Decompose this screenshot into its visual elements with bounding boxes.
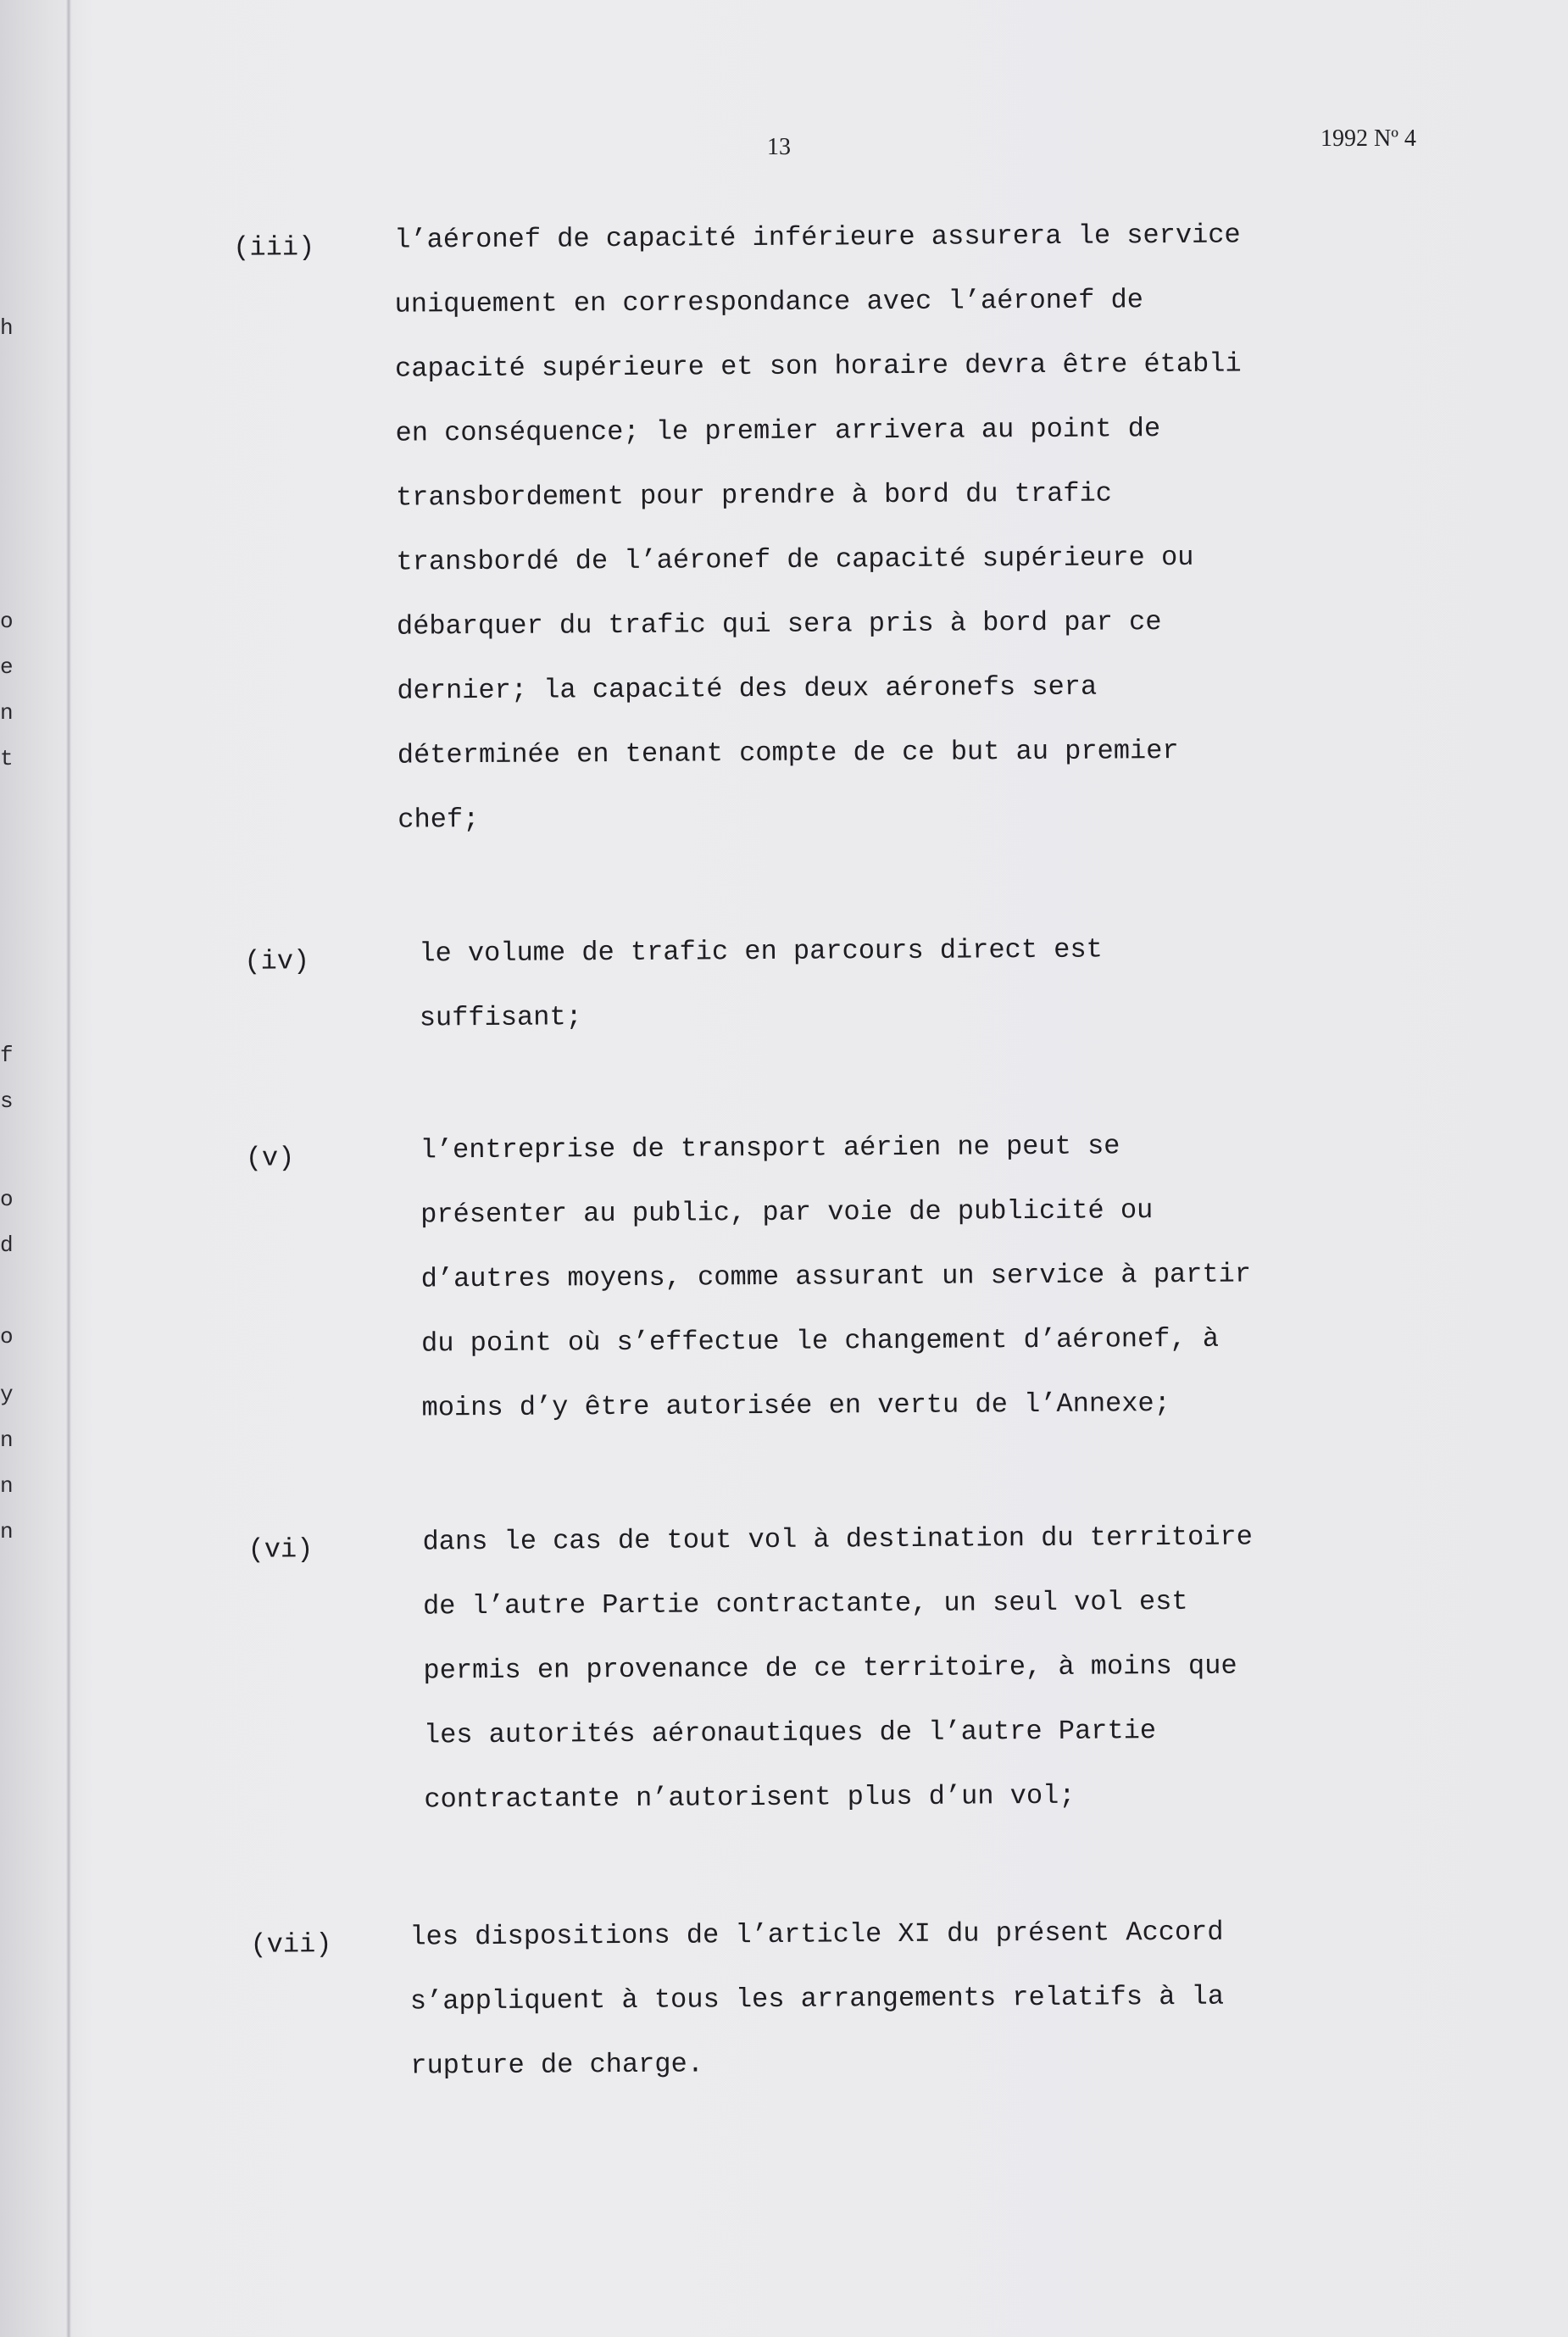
- item-line: dans le cas de tout vol à destination du territoire: [422, 1521, 1254, 1558]
- item-line: suffisant;: [419, 1001, 582, 1034]
- margin-fragment: o: [0, 1324, 14, 1349]
- item-line: l’entreprise de transport aérien ne peut se: [420, 1130, 1120, 1166]
- item-label: (vii): [250, 1928, 332, 1961]
- item-line: déterminée en tenant compte de ce but au premier: [397, 734, 1179, 771]
- item-line: transbordement pour prendre à bord du trafic: [395, 477, 1113, 514]
- item-line: les autorités aéronautiques de l’autre Partie: [423, 1715, 1157, 1751]
- margin-fragment: t: [0, 746, 14, 771]
- margin-fragment: n: [0, 700, 14, 726]
- margin-fragment: n: [0, 1427, 14, 1453]
- item-line: permis en provenance de ce territoire, à moins que: [423, 1650, 1237, 1687]
- item-line: transbordé de l’aéronef de capacité supérieure ou: [396, 541, 1194, 578]
- item-line: uniquement en correspondance avec l’aéronef de: [394, 284, 1144, 320]
- margin-fragment: y: [0, 1382, 14, 1407]
- item-line: rupture de charge.: [410, 2048, 704, 2082]
- item-line: présenter au public, par voie de publicité ou: [420, 1194, 1154, 1231]
- margin-fragment: s: [0, 1088, 14, 1114]
- item-line: les dispositions de l’article XI du présent Accord: [409, 1916, 1224, 1953]
- margin-fragment: h: [0, 315, 14, 341]
- item-line: le volume de trafic en parcours direct est: [419, 933, 1103, 970]
- item-line: d’autres moyens, comme assurant un service à partir: [420, 1258, 1252, 1295]
- margin-fragment: o: [0, 609, 14, 634]
- item-label: (iii): [233, 231, 315, 264]
- item-line: en conséquence; le premier arrivera au point de: [395, 413, 1161, 449]
- item-line: l’aéronef de capacité inférieure assurera le service: [394, 219, 1241, 256]
- item-line: s’appliquent à tous les arrangements relatifs à la: [409, 1980, 1225, 2017]
- item-line: contractante n’autorisent plus d’un vol;: [424, 1779, 1076, 1816]
- margin-fragment: d: [0, 1232, 14, 1258]
- item-label: (vi): [247, 1533, 314, 1566]
- margin-fragment: f: [0, 1043, 14, 1068]
- item-line: dernier; la capacité des deux aéronefs sera: [397, 670, 1098, 707]
- item-line: moins d’y être autorisée en vertu de l’Annexe;: [421, 1388, 1171, 1424]
- document-reference: 1992 Nº 4: [1321, 125, 1416, 152]
- item-line: de l’autre Partie contractante, un seul vol est: [422, 1585, 1188, 1622]
- margin-fragment: o: [0, 1187, 14, 1212]
- item-line: capacité supérieure et son horaire devra être établi: [394, 348, 1242, 385]
- item-label: (v): [245, 1142, 295, 1174]
- margin-fragment: n: [0, 1519, 14, 1544]
- item-line: du point où s’effectue le changement d’aéronef, à: [421, 1322, 1220, 1360]
- item-line: chef;: [398, 804, 480, 836]
- margin-fragment: e: [0, 654, 14, 680]
- item-line: débarquer du trafic qui sera pris à bord par ce: [396, 606, 1162, 643]
- item-label: (iv): [244, 945, 310, 977]
- margin-fragment: n: [0, 1473, 14, 1499]
- page-number: 13: [767, 134, 791, 160]
